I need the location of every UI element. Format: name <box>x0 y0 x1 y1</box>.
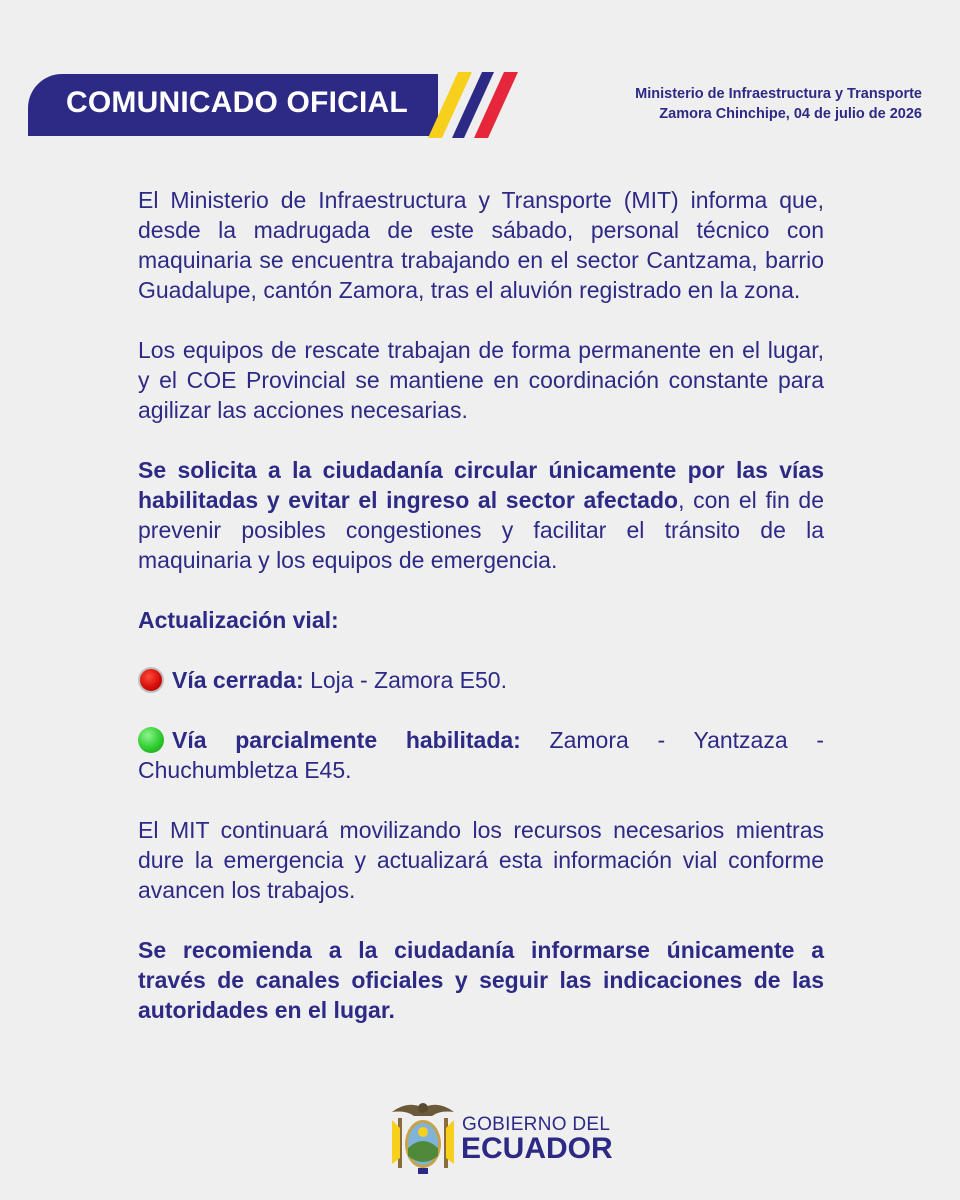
header-banner <box>28 74 438 136</box>
update-heading-text: Actualización vial: <box>138 607 339 633</box>
flag-stripes-icon <box>428 72 520 138</box>
green-circle-icon <box>138 727 164 753</box>
paragraph-2: Los equipos de rescate trabajan de forma permanente en el lugar, y el COE Provincial se mantiene en coordinación constante para agilizar las acciones necesarias. <box>138 337 824 423</box>
government-logo <box>388 1098 618 1178</box>
paragraph-3-rest: , con el fin de prevenir posibles congestiones y facilitar el tránsito de la maquinaria y los equipos de emergencia. <box>138 487 824 573</box>
page-title: COMUNICADO OFICIAL <box>66 86 408 119</box>
partial-value: Zamora - Yantzaza - Chuchumbletza E45. <box>138 727 824 783</box>
paragraph-3-bold: Se solicita a la ciudadanía circular únicamente por las vías habilitadas y evitar el ingreso al sector afectado <box>138 457 824 513</box>
coat-of-arms-icon <box>388 1098 458 1178</box>
paragraph-5-bold: Se recomienda a la ciudadanía informarse únicamente a través de canales oficiales y seguir las indicaciones de las autoridades en el lugar. <box>138 937 824 1023</box>
header-info <box>635 84 922 124</box>
paragraph-4: El MIT continuará movilizando los recursos necesarios mientras dure la emergencia y actualizará esta información vial conforme avancen los trabajos. <box>138 817 824 903</box>
paragraph-1: El Ministerio de Infraestructura y Transporte (MIT) informa que, desde la madrugada de este sábado, personal técnico con maquinaria se encuentra trabajando en el sector Cantzama, barrio Guadalupe, cantón Zamora, tras el aluvión registrado en la zona. <box>138 187 824 303</box>
red-circle-icon <box>138 667 164 693</box>
government-text-top: GOBIERNO DEL <box>462 1114 611 1135</box>
communique-body <box>138 185 824 1055</box>
government-text-bottom: ECUADOR <box>461 1132 613 1165</box>
closed-value: Loja - Zamora E50. <box>303 667 507 693</box>
paragraph-5 <box>138 935 824 1025</box>
status-closed <box>138 665 824 695</box>
paragraph-3 <box>138 455 824 575</box>
partial-label: Vía parcialmente habilitada: <box>172 727 521 753</box>
location-date: Zamora Chinchipe, 04 de julio de 2026 <box>659 106 922 122</box>
status-partial <box>138 725 824 785</box>
ministry-name: Ministerio de Infraestructura y Transporte <box>635 86 922 102</box>
update-heading <box>138 605 824 635</box>
closed-label: Vía cerrada: <box>172 667 304 693</box>
